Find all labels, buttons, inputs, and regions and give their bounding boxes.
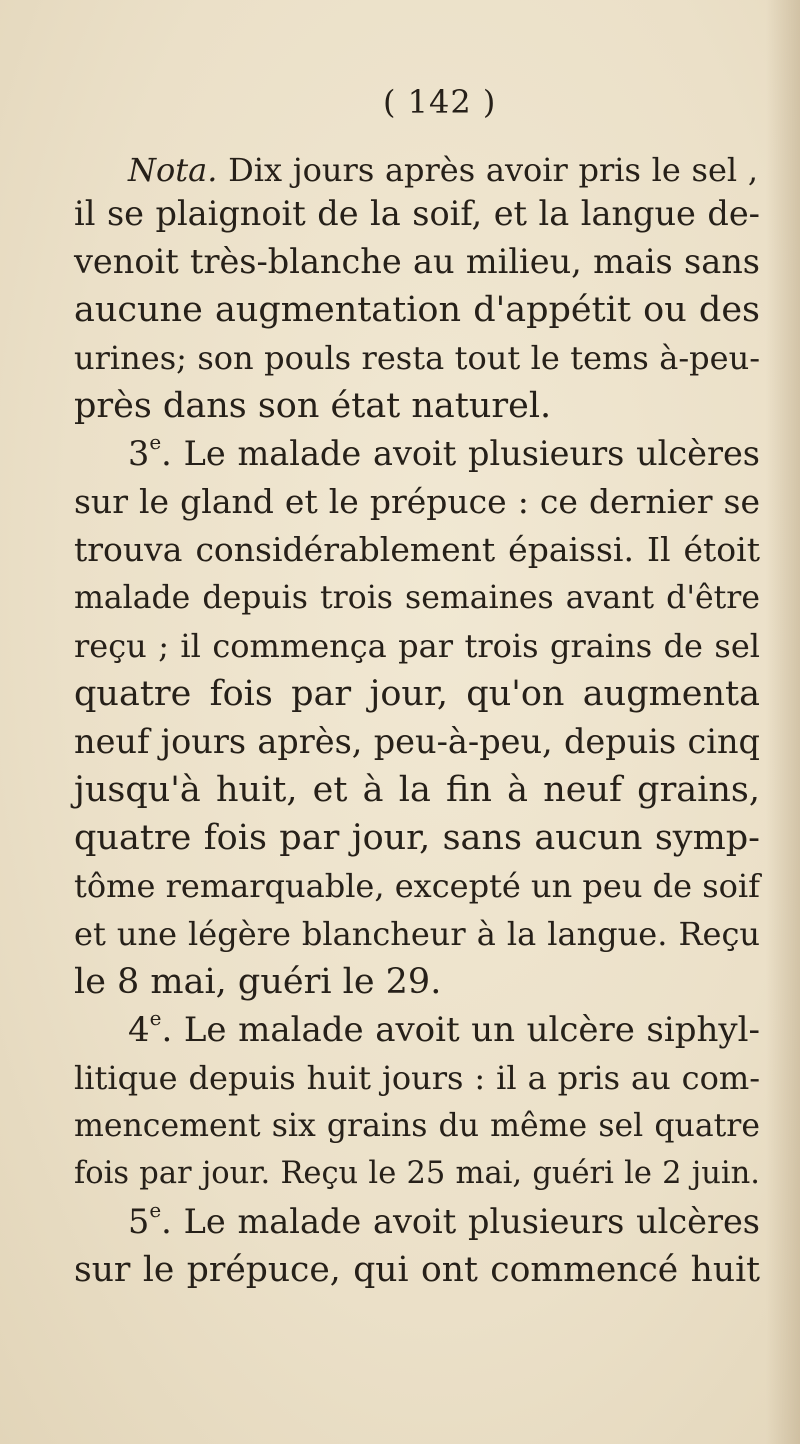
line-text: il se plaignoit de la soif, et la langue de-: [74, 194, 760, 233]
line-text: litique depuis huit jours : il a pris au com-: [74, 1059, 760, 1097]
line-text: reçu ; il commença par trois grains de sel: [74, 627, 760, 665]
line-text: aucune augmentation d'appétit ou des: [74, 290, 760, 330]
line-text: trouva considérablement épaissi. Il étoit: [74, 530, 760, 569]
ordinal-suffix: e: [149, 429, 162, 454]
line-text: le 8 mai, guéri le 29.: [74, 962, 442, 1002]
line-text: et une légère blancheur à la langue. Reçu: [74, 915, 760, 953]
item-number: 3: [128, 434, 150, 473]
text-line: [74, 528, 760, 572]
text-line: [74, 240, 760, 284]
ordinal-suffix: e: [149, 1005, 162, 1030]
nota-label: Nota.: [128, 151, 218, 189]
line-text: neuf jours après, peu-à-peu, depuis cinq: [74, 722, 760, 761]
line-text: quatre fois par jour, sans aucun symp-: [74, 818, 760, 858]
text-line: [74, 192, 760, 236]
line-text: venoit très-blanche au milieu, mais sans: [74, 242, 760, 281]
text-line: [74, 912, 760, 956]
line-text: près dans son état naturel.: [74, 386, 552, 426]
line-text: fois par jour. Reçu le 25 mai, guéri le 2 juin.: [74, 1156, 760, 1191]
text-line: [74, 864, 760, 908]
text-line: [74, 336, 760, 380]
page-number: ( 142 ): [383, 83, 497, 121]
text-line: [128, 1197, 760, 1244]
text-line: [74, 1104, 760, 1148]
text-line: [74, 624, 760, 668]
page-edge-shadow: [766, 0, 800, 1444]
line-text: jusqu'à huit, et à la fin à neuf grains,: [74, 770, 760, 810]
text-line: [74, 1248, 760, 1292]
ordinal-suffix: e: [149, 1197, 162, 1222]
text-line: [74, 384, 760, 428]
item-number: 4: [128, 1010, 150, 1050]
line-text: sur le prépuce, qui ont commencé huit: [74, 1250, 760, 1290]
text-line: [128, 148, 758, 192]
item-number: 5: [128, 1202, 150, 1241]
text-line: [74, 960, 760, 1004]
text-line: [74, 720, 760, 764]
line-text: Dix jours après avoir pris le sel ,: [217, 151, 758, 189]
line-text: tôme remarquable, excepté un peu de soif: [74, 867, 760, 905]
text-line: [74, 480, 760, 524]
text-line: [74, 672, 760, 716]
line-text: malade depuis trois semaines avant d'être: [74, 580, 760, 616]
line-text: quatre fois par jour, qu'on augmenta: [74, 674, 760, 714]
text-line: [74, 288, 760, 332]
text-line: [74, 576, 760, 620]
text-line: [74, 1152, 760, 1196]
text-line: [74, 1056, 760, 1100]
line-text: . Le malade avoit un ulcère siphyl-: [161, 1010, 760, 1050]
text-line: [74, 816, 760, 860]
line-text: sur le gland et le prépuce : ce dernier se: [74, 482, 760, 521]
text-line: [74, 768, 760, 812]
line-text: mencement six grains du même sel quatre: [74, 1108, 760, 1144]
text-line: [128, 429, 760, 476]
line-text: . Le malade avoit plusieurs ulcères: [161, 434, 760, 473]
line-text: urines; son pouls resta tout le tems à-peu-: [74, 339, 760, 377]
line-text: . Le malade avoit plusieurs ulcères: [161, 1202, 760, 1241]
text-line: [128, 1005, 760, 1052]
